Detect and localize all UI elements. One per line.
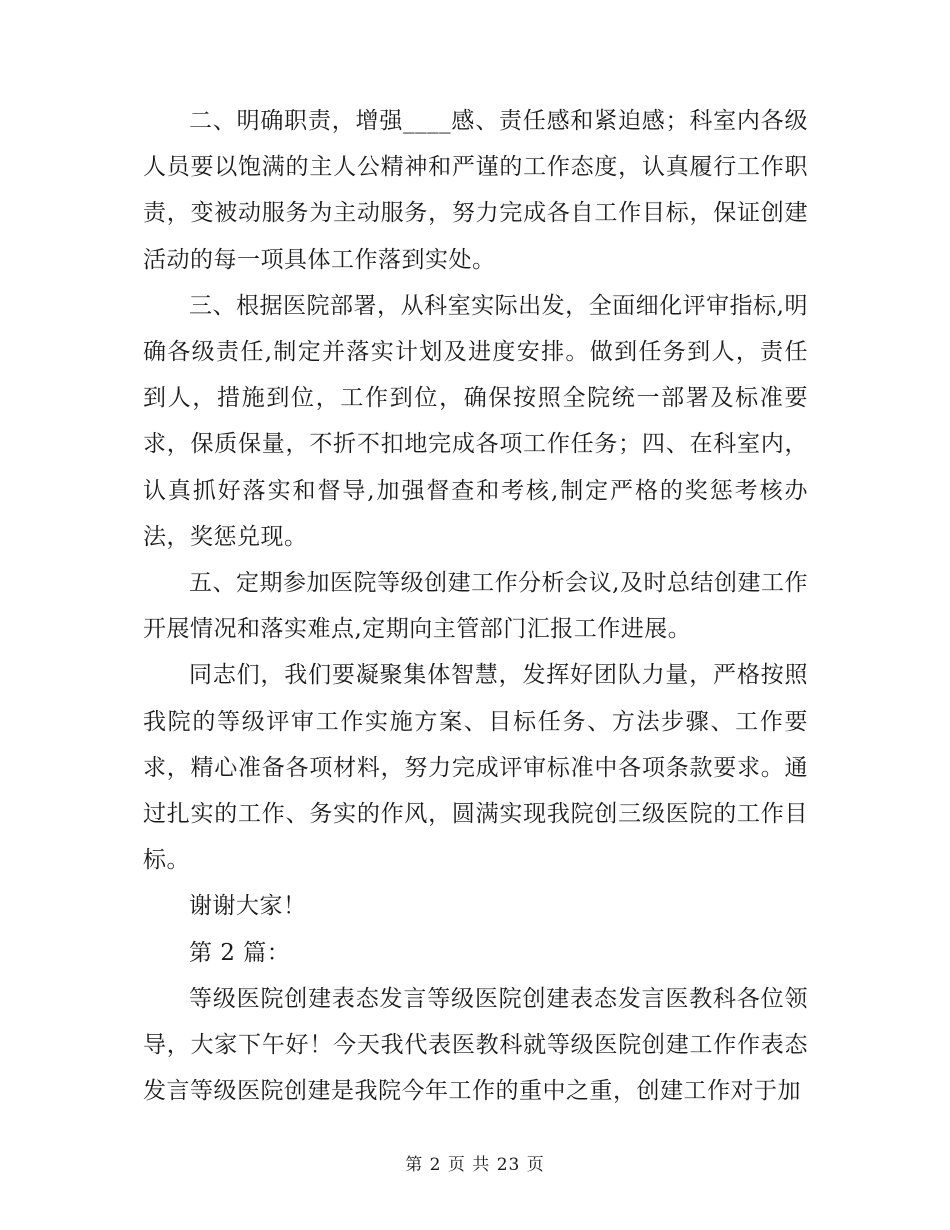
- paragraph-meetings: 五、定期参加医院等级创建工作分析会议,及时总结创建工作开展情况和落实难点,定期向主管部门汇报工作进展。: [143, 570, 808, 643]
- paragraph-duties: 二、明确职责，增强____感、责任感和紧迫感；科室内各级人员要以饱满的主人公精神和严谨的工作态度，认真履行工作职责，变被动服务为主动服务，努力完成各自工作目标，保证创建活动的每一项具体工作落到实处。: [143, 108, 808, 273]
- paragraph-speech-2: 等级医院创建表态发言等级医院创建表态发言医教科各位领导，大家下午好！今天我代表医教科就等级医院创建工作作表态发言等级医院创建是我院今年工作的重中之重，创建工作对于加: [143, 985, 808, 1105]
- paragraph-deployment: 三、根据医院部署，从科室实际出发，全面细化评审指标,明确各级责任,制定并落实计划及进度安排。做到任务到人，责任到人，措施到位，工作到位，确保按照全院统一部署及标准要求，保质保量，不折不扣地完成各项工作任务；四、在科室内，认真抓好落实和督导,加强督查和考核,制定严格的奖惩考核办法，奖惩兑现。: [143, 292, 808, 550]
- page-number-footer: 第 2 页 共 23 页: [405, 1155, 545, 1175]
- paragraph-thanks: 谢谢大家！: [189, 893, 307, 920]
- section-heading: 第 2 篇：: [189, 939, 291, 966]
- paragraph-comrades: 同志们，我们要凝聚集体智慧，发挥好团队力量，严格按照我院的等级评审工作实施方案、目标任务、方法步骤、工作要求，精心准备各项材料，努力完成评审标准中各项条款要求。通过扎实的工作、务实的作风，圆满实现我院创三级医院的工作目标。: [143, 662, 808, 874]
- document-body: [143, 98, 808, 1114]
